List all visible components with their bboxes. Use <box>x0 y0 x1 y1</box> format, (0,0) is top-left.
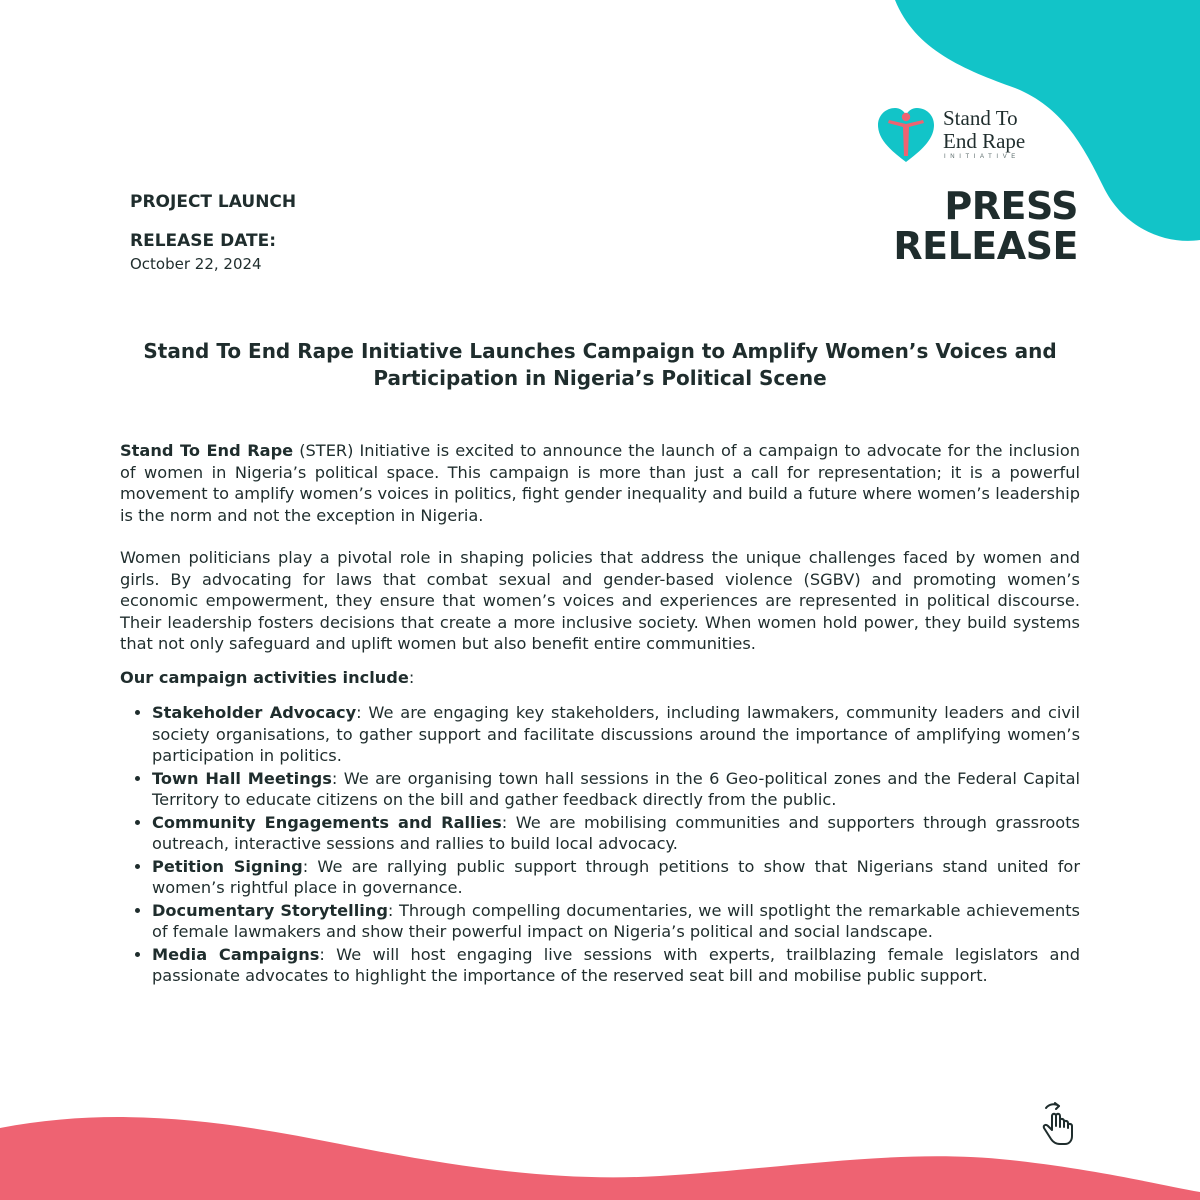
activities-list <box>120 702 1080 987</box>
press-release-title <box>893 186 1078 266</box>
list-item <box>152 768 1080 811</box>
activity-text: : We will host engaging live sessions with experts, trailblazing female legislators and passionate advocates to highlight the importance of the reserved seat bill and mobilise public support. <box>152 944 1080 985</box>
activity-title: Community Engagements and Rallies <box>152 812 502 832</box>
activities-heading-label: Our campaign activities include <box>120 667 409 687</box>
activities-heading-suffix: : <box>408 667 415 687</box>
press-body <box>120 440 1080 988</box>
activity-text: : Through compelling documentaries, we will spotlight the remarkable achievements of female lawmakers and show their powerful impact on Nigeria’s political and social landscape. <box>152 900 1080 941</box>
activity-text: : We are rallying public support through petitions to show that Nigerians stand united for women’s rightful place in governance. <box>152 856 1080 897</box>
press-title-line-1: PRESS <box>944 184 1078 228</box>
org-name: Stand To End Rape <box>120 441 294 460</box>
ster-logo <box>876 104 1046 166</box>
activity-title: Petition Signing <box>152 856 303 876</box>
list-item <box>152 856 1080 899</box>
list-item <box>152 812 1080 855</box>
list-item <box>152 702 1080 767</box>
intro-paragraph <box>120 440 1080 526</box>
activity-text: : We are organising town hall sessions in the 6 Geo-political zones and the Federal Capital Territory to educate citizens on the bill and gather feedback directly from the public. <box>152 768 1080 809</box>
activity-title: Media Campaigns <box>152 944 320 964</box>
heart-person-icon <box>876 106 936 164</box>
list-item <box>152 944 1080 987</box>
project-label: PROJECT LAUNCH <box>130 192 297 212</box>
coral-bottom-wave <box>0 1117 1200 1200</box>
release-date-label: RELEASE DATE: <box>130 231 277 251</box>
paragraph-2: Women politicians play a pivotal role in shaping policies that address the unique challenges faced by women and girls. By advocating for laws that combat sexual and gender-based violence (SGBV) and promoting women’s economic empowerment, they ensure that women’s voices and experiences are represented in political discourse. Their leadership fosters decisions that create a more inclusive society. When women hold power, they build systems that not only safeguard and uplift women but also benefit entire communities. <box>120 548 1080 653</box>
release-date: October 22, 2024 <box>130 255 262 273</box>
release-meta <box>130 192 296 273</box>
list-item <box>152 900 1080 943</box>
headline: Stand To End Rape Initiative Launches Campaign to Amplify Women’s Voices and Participation in Nigeria’s Political Scene <box>143 339 1057 390</box>
activities-heading <box>120 667 1080 689</box>
logo-subtitle: INITIATIVE <box>944 154 1020 160</box>
activity-title: Town Hall Meetings <box>152 768 332 788</box>
activity-title: Stakeholder Advocacy <box>152 703 357 722</box>
logo-text-line-1: Stand To <box>943 106 1018 130</box>
activity-text: : We are mobilising communities and supporters through grassroots outreach, interactive sessions and rallies to build local advocacy. <box>152 812 1080 853</box>
swipe-hand-icon <box>1038 1102 1078 1148</box>
logo-text-line-2: End Rape <box>943 129 1026 153</box>
activity-title: Documentary Storytelling <box>152 900 388 920</box>
activity-text: : We are engaging key stakeholders, including lawmakers, community leaders and civil society organisations, to gather support and facilitate discussions around the importance of amplifying women’s participation in politics. <box>152 703 1081 765</box>
press-title-line-2: RELEASE <box>893 224 1078 268</box>
intro-text: (STER) Initiative is excited to announce the launch of a campaign to advocate for the inclusion of women in Nigeria’s political space. This campaign is more than just a call for representation; it is a powerful movement to amplify women’s voices in politics, fight gender inequality and build a future where women’s leadership is the norm and not the exception in Nigeria. <box>120 441 1080 525</box>
